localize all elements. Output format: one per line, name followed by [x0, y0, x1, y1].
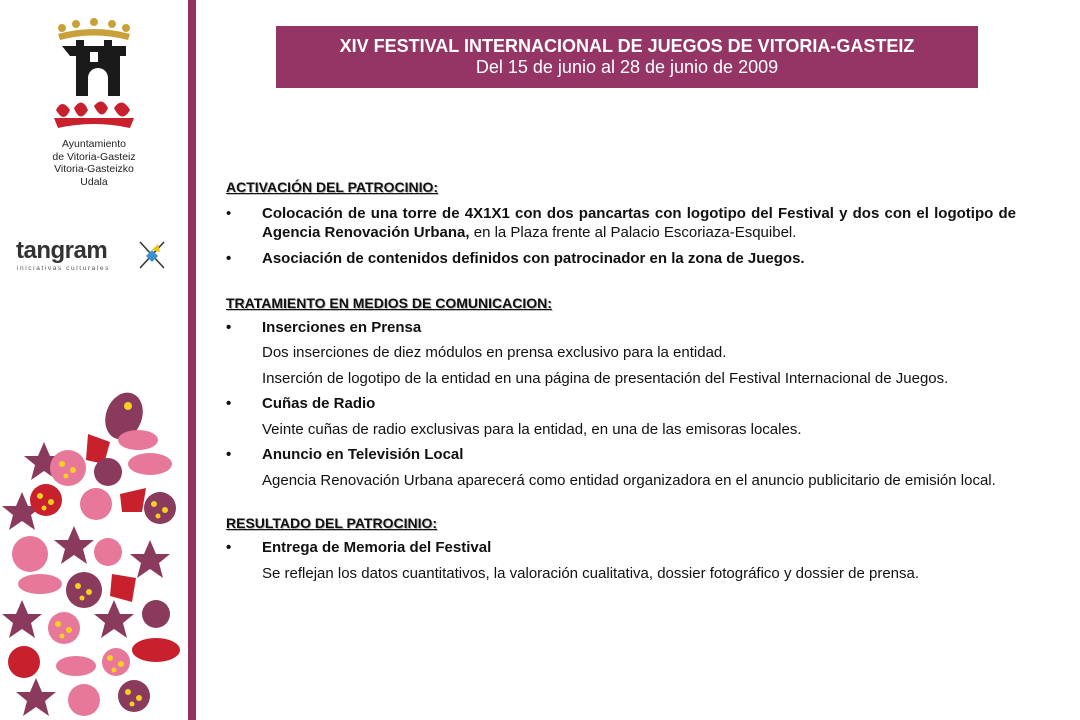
section-heading-medios: TRATAMIENTO EN MEDIOS DE COMUNICACION: [226, 294, 552, 311]
bullet-text: en la Plaza frente al Palacio Escoriaza-Esquibel. [469, 223, 797, 241]
item-text: Dos inserciones de diez módulos en prensa exclusivo para la entidad. [262, 344, 727, 361]
city-line-3: Vitoria-Gasteizko [54, 163, 134, 175]
bullet-icon: • [226, 539, 232, 556]
item-title-memoria: Entrega de Memoria del Festival [262, 539, 492, 556]
item-title-tv: Anuncio en Televisión Local [262, 446, 464, 463]
section-heading-resultado: RESULTADO DEL PATROCINIO: [226, 515, 438, 531]
item-text: Veinte cuñas de radio exclusivas para la entidad, en una de las emisoras locales. [262, 420, 802, 438]
city-coat-of-arms-logo [48, 18, 140, 138]
item-text: Se reflejan los datos cuantitativos, la valoración cualitativa, dossier fotográfico y dossier de prensa. [262, 564, 920, 582]
section-heading-activacion: ACTIVACIÓN DEL PATROCINIO: [226, 179, 439, 195]
list-item [226, 319, 1016, 338]
city-line-1: Ayuntamiento [61, 138, 126, 150]
bullet-icon: • [226, 250, 232, 267]
item-title-prensa: Inserciones en Prensa [262, 318, 422, 336]
bullet-icon: • [226, 446, 232, 463]
svg-text:tangram: tangram [16, 237, 108, 264]
banner-subtitle: Del 15 de junio al 28 de junio de 2009 [475, 57, 779, 77]
list-item [226, 446, 1016, 465]
item-text: Agencia Renovación Urbana aparecerá como entidad organizadora en el anuncio publicitario de emisión local. [262, 471, 996, 489]
bullet-bold-text: Colocación de una torre de 4X1X1 con dos pancartas con logotipo del Festival y dos con el logotipo de Agencia Renovación Urbana, [262, 205, 1016, 241]
item-title-radio: Cuñas de Radio [262, 395, 376, 412]
accent-vertical-bar [188, 0, 196, 720]
list-item [226, 539, 1016, 558]
list-item [226, 205, 1016, 242]
bullet-icon: • [226, 395, 232, 412]
sidebar [0, 0, 188, 720]
bullet-icon: • [226, 205, 232, 222]
festival-banner [276, 26, 978, 88]
svg-text:iniciativas culturales: iniciativas culturales [17, 265, 111, 272]
bullet-bold-text: Asociación de contenidos definidos con patrocinador en la zona de Juegos. [262, 250, 805, 267]
city-line-2: de Vitoria-Gasteiz [52, 150, 136, 163]
festival-decoration-collage [0, 384, 188, 720]
tangram-logo [14, 236, 174, 276]
list-item [226, 395, 1016, 414]
city-line-4: Udala [80, 175, 108, 188]
item-text: Inserción de logotipo de la entidad en una página de presentación del Festival Internacional de Juegos. [262, 369, 949, 387]
list-item [226, 250, 1016, 269]
bullet-icon: • [226, 318, 232, 336]
city-name-text [20, 138, 168, 188]
banner-title: XIV FESTIVAL INTERNACIONAL DE JUEGOS DE VITORIA-GASTEIZ [339, 36, 915, 56]
document-body [226, 178, 1016, 583]
